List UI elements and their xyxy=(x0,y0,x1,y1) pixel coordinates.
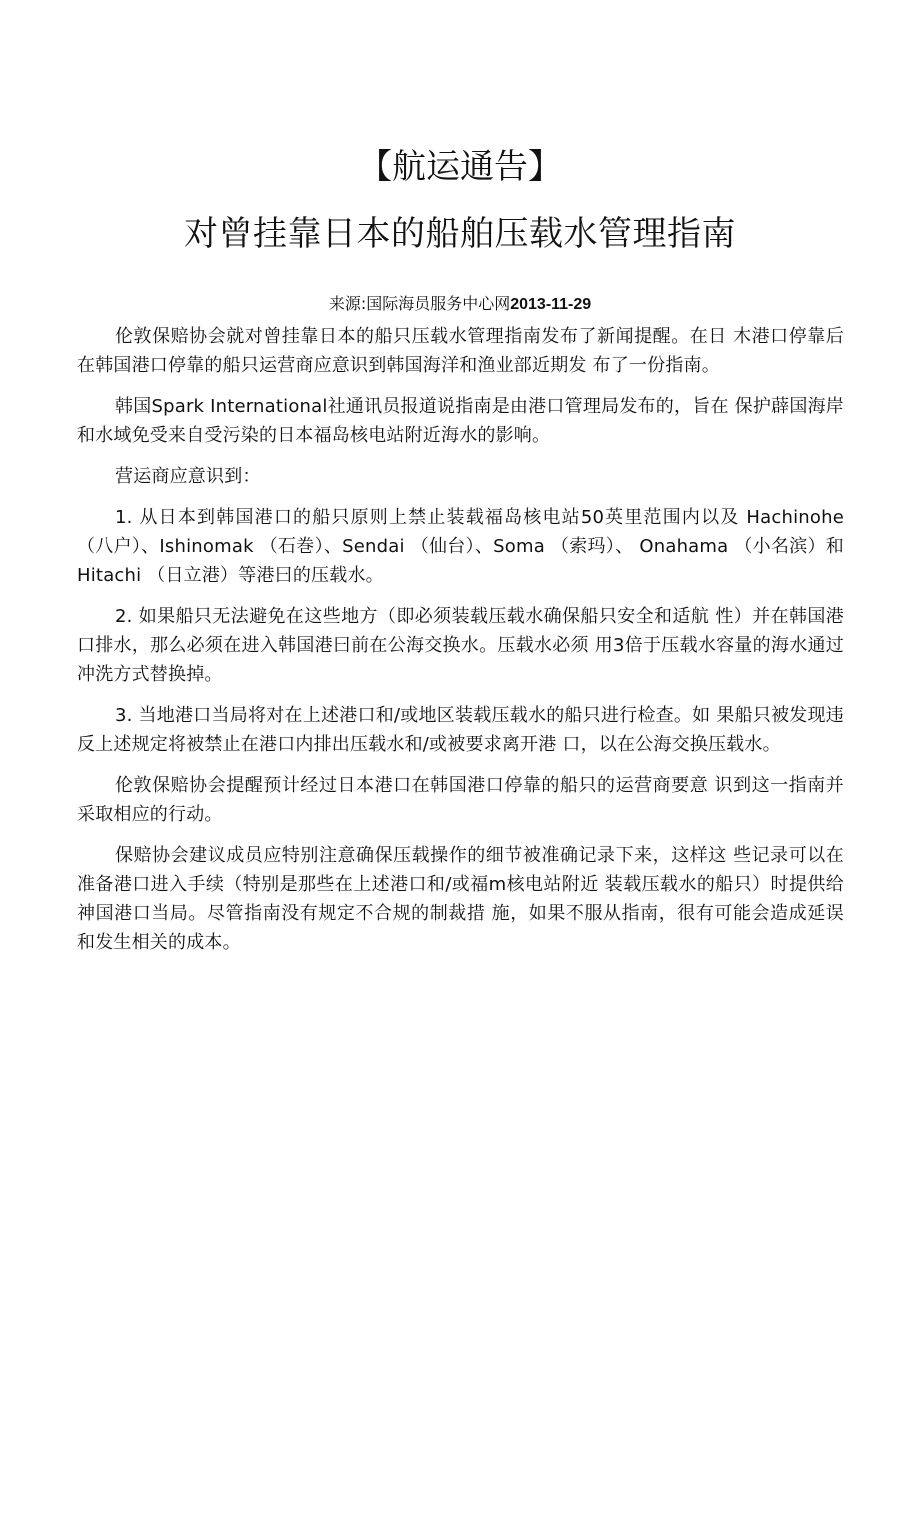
document-title: 对曾挂靠日本的船舶压载水管理指南 xyxy=(184,214,736,254)
source-line xyxy=(0,292,920,317)
paragraph-intro: 伦敦保赔协会就对曾挂靠日本的船只压载水管理指南发布了新闻提醒。在日 木港口停靠后在韩国港口停靠的船只运营商应意识到韩国海洋和渔业部近期发 布了一份指南。 xyxy=(77,326,844,376)
source-prefix: 来源:国际海员服务中心网 xyxy=(328,294,511,313)
paragraph-item-2: 2. 如果船只无法避免在这些地方（即必须装载压载水确保船只安全和适航 性）并在韩国港口排水，那么必须在进入韩国港曰前在公海交换水。压载水必须 用3倍于压载水容量的海水通过冲洗方式替换掉。 xyxy=(77,606,844,685)
article-body xyxy=(77,322,844,969)
paragraph-operators-note: 营运商应意识到： xyxy=(115,466,261,487)
paragraph-item-1: 1. 从日本到韩国港口的船只原则上禁止装载福岛核电站50英里范围内以及 Hachinohe （八户）、Ishinomak （石巻）、Sendai （仙台）、Soma （索玛）、 Onahama （小名滨）和Hitachi （日立港）等港曰的压载水。 xyxy=(77,507,844,586)
source-date: 2013-11-29 xyxy=(510,296,592,313)
paragraph-recommendation: 保赔协会建议成员应特别注意确保压载操作的细节被准确记录下来，这样这 些记录可以在准备港口进入手续（特别是那些在上述港口和/或福m核电站附近 装载压载水的船只）时提供给神国港口当局。尽管指南没有规定不合规的制裁措 施，如果不服从指南，很有可能会造成延误和发生相关的成本。 xyxy=(77,845,844,953)
paragraph-reminder: 伦敦保赔协会提醒预计经过日本港口在韩国港口停靠的船只的运营商要意 识到这一指南并采取相应的行动。 xyxy=(77,775,844,825)
paragraph-spark-report: 韩国Spark International社通讯员报道说指南是由港口管理局发布的，旨在 保护薜国海岸和水域免受来自受污染的日本福岛核电站附近海水的影响。 xyxy=(77,396,844,446)
notice-label: 【航运通告】 xyxy=(358,147,562,187)
paragraph-item-3: 3. 当地港口当局将对在上述港口和/或地区装载压载水的船只进行检查。如 果船只被发现违反上述规定将被禁止在港口内排出压载水和/或被要求离开港 口，以在公海交换压载水。 xyxy=(77,705,844,755)
